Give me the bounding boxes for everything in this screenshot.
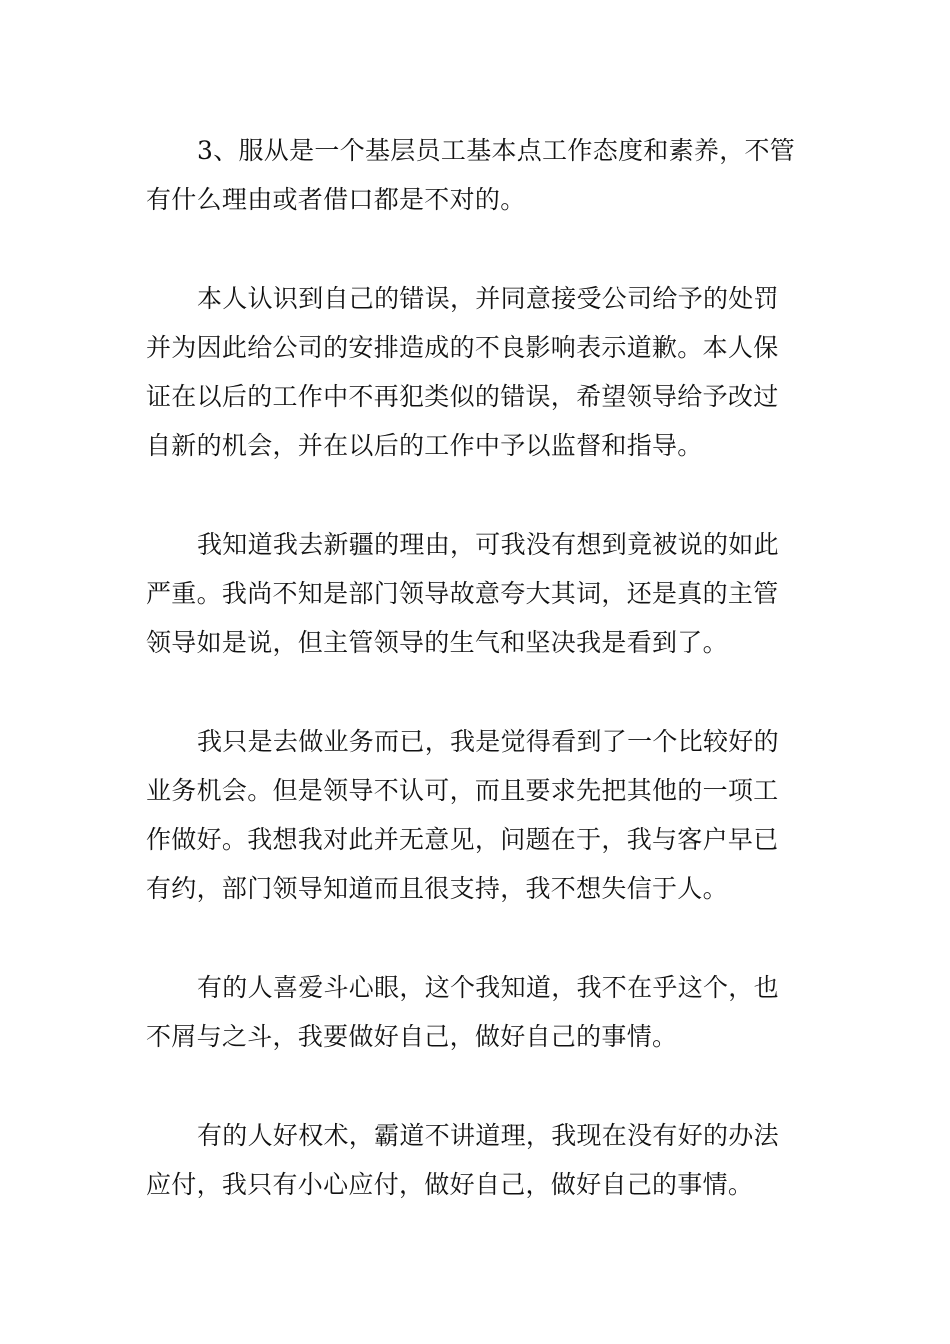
paragraph-line: 有的人喜爱斗心眼，这个我知道，我不在乎这个，也 [197, 973, 779, 1002]
paragraph-line: 有的人好权术，霸道不讲道理，我现在没有好的办法 [197, 1121, 779, 1150]
paragraph-line: 领导如是说，但主管领导的生气和坚决我是看到了。 [146, 628, 728, 657]
paragraph-5 [146, 963, 810, 1061]
paragraph-1 [146, 126, 810, 224]
paragraph-2 [146, 274, 810, 470]
paragraph-line: 有约，部门领导知道而且很支持，我不想失信于人。 [146, 874, 728, 903]
paragraph-line: 严重。我尚不知是部门领导故意夸大其词，还是真的主管 [146, 579, 779, 608]
paragraph-line: 我只是去做业务而已，我是觉得看到了一个比较好的 [197, 727, 779, 756]
paragraph-line: 作做好。我想我对此并无意见，问题在于，我与客户早已 [146, 825, 779, 854]
paragraph-4 [146, 717, 810, 913]
paragraph-6 [146, 1111, 810, 1209]
paragraph-line: 3、服从是一个基层员工基本点工作态度和素养，不管 [197, 136, 796, 165]
paragraph-line: 并为因此给公司的安排造成的不良影响表示道歉。本人保 [146, 333, 779, 362]
paragraph-line: 我知道我去新疆的理由，可我没有想到竟被说的如此 [197, 530, 779, 559]
paragraph-line: 业务机会。但是领导不认可，而且要求先把其他的一项工 [146, 776, 779, 805]
paragraph-line: 自新的机会，并在以后的工作中予以监督和指导。 [146, 431, 703, 460]
paragraph-line: 本人认识到自己的错误，并同意接受公司给予的处罚 [197, 284, 779, 313]
document-body [146, 126, 810, 1259]
paragraph-line: 有什么理由或者借口都是不对的。 [146, 185, 526, 214]
paragraph-line: 应付，我只有小心应付，做好自己，做好自己的事情。 [146, 1170, 754, 1199]
paragraph-line: 不屑与之斗，我要做好自己，做好自己的事情。 [146, 1022, 678, 1051]
paragraph-3 [146, 520, 810, 667]
paragraph-line: 证在以后的工作中不再犯类似的错误，希望领导给予改过 [146, 382, 779, 411]
